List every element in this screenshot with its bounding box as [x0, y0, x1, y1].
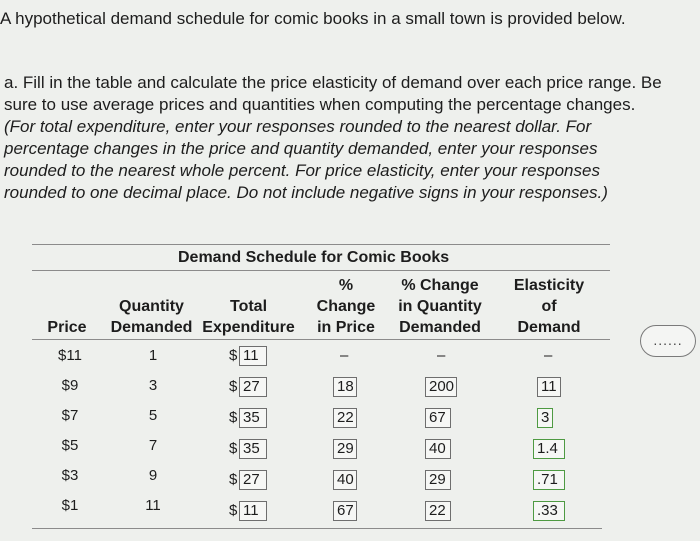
elasticity-dash: – [544, 347, 553, 364]
table-title: Demand Schedule for Comic Books [178, 249, 450, 266]
pct-price-input[interactable]: 18 [333, 377, 357, 397]
quantity-cell: 9 [148, 467, 158, 484]
header-quantity-line1: Quantity [119, 298, 184, 315]
expenditure-input[interactable]: 35 [239, 439, 267, 459]
pct-price-input[interactable]: 67 [333, 501, 357, 521]
header-expenditure [198, 296, 299, 338]
pct-qty-input[interactable]: 200 [425, 377, 457, 397]
question-text [4, 72, 664, 204]
elasticity-input[interactable]: 1.4 [533, 439, 565, 459]
quantity-cell: 5 [148, 407, 158, 424]
header-elasticity-line2: of [541, 298, 557, 315]
header-price [44, 317, 90, 338]
price-cell: $11 [58, 347, 82, 364]
elasticity-input[interactable]: .33 [533, 501, 565, 521]
header-expenditure-line2: Expenditure [202, 319, 295, 336]
table-top-rule [32, 244, 610, 245]
currency-symbol: $ [229, 409, 238, 426]
expenditure-input[interactable]: 27 [239, 470, 267, 490]
quantity-cell: 3 [148, 377, 158, 394]
scroll-handle[interactable]: ...... [640, 325, 696, 357]
expenditure-input[interactable]: 11 [239, 346, 267, 366]
header-elasticity-line3: Demand [517, 319, 581, 336]
table-header-rule [32, 339, 610, 340]
elasticity-input[interactable]: .71 [533, 470, 565, 490]
currency-symbol: $ [229, 471, 238, 488]
header-pct-qty-line1: % Change [401, 277, 479, 294]
header-pct-qty-line3: Demanded [399, 319, 481, 336]
pct-qty-input[interactable]: 67 [425, 408, 451, 428]
currency-symbol: $ [229, 502, 238, 519]
intro-text: A hypothetical demand schedule for comic books in a small town is provided below. [0, 9, 626, 28]
header-quantity [104, 296, 199, 338]
header-expenditure-line1: Total [229, 298, 268, 315]
table-bottom-rule [32, 528, 602, 529]
pct-price-dash: – [340, 347, 349, 364]
pct-price-input[interactable]: 40 [333, 470, 357, 490]
header-pct-price-line1: % [338, 277, 354, 294]
price-cell: $1 [61, 497, 79, 514]
elasticity-input[interactable]: 11 [537, 377, 561, 397]
currency-symbol: $ [229, 440, 238, 457]
expenditure-input[interactable]: 11 [239, 501, 267, 521]
header-elasticity-line1: Elasticity [513, 277, 585, 294]
header-elasticity [504, 275, 594, 338]
pct-qty-input[interactable]: 22 [425, 501, 451, 521]
quantity-cell: 11 [145, 497, 161, 514]
header-pct-qty [390, 275, 490, 338]
pct-price-input[interactable]: 22 [333, 408, 357, 428]
price-cell: $5 [61, 437, 79, 454]
question-lead: a. Fill in the table and calculate the price elasticity of demand over each price range. Be sure to use average prices and quantities when computing the percentage changes. [4, 73, 662, 114]
header-quantity-line2: Demanded [110, 319, 193, 336]
pct-qty-input[interactable]: 29 [425, 470, 451, 490]
quantity-cell: 7 [148, 437, 158, 454]
pct-qty-input[interactable]: 40 [425, 439, 451, 459]
price-cell: $9 [61, 377, 79, 394]
expenditure-input[interactable]: 27 [239, 377, 267, 397]
header-pct-price-line2: Change [316, 298, 376, 315]
header-price-label: Price [47, 319, 87, 336]
pct-price-input[interactable]: 29 [333, 439, 357, 459]
currency-symbol: $ [229, 378, 238, 395]
currency-symbol: $ [229, 347, 238, 364]
expenditure-input[interactable]: 35 [239, 408, 267, 428]
price-cell: $3 [61, 467, 79, 484]
pct-qty-dash: – [437, 347, 446, 364]
header-pct-price [308, 275, 384, 338]
quantity-cell: 1 [148, 347, 158, 364]
table-title-rule [32, 270, 610, 271]
price-cell: $7 [61, 407, 79, 424]
elasticity-input[interactable]: 3 [537, 408, 553, 428]
question-instructions: (For total expenditure, enter your responses rounded to the nearest dollar. For percentage changes in the price and quantity demanded, enter your responses rounded to the nearest whole percent. For price elasticity, enter your responses rounded to one decimal place. Do not include negative signs in your responses.) [4, 117, 608, 202]
header-pct-qty-line2: in Quantity [398, 298, 482, 315]
header-pct-price-line3: in Price [317, 319, 375, 336]
